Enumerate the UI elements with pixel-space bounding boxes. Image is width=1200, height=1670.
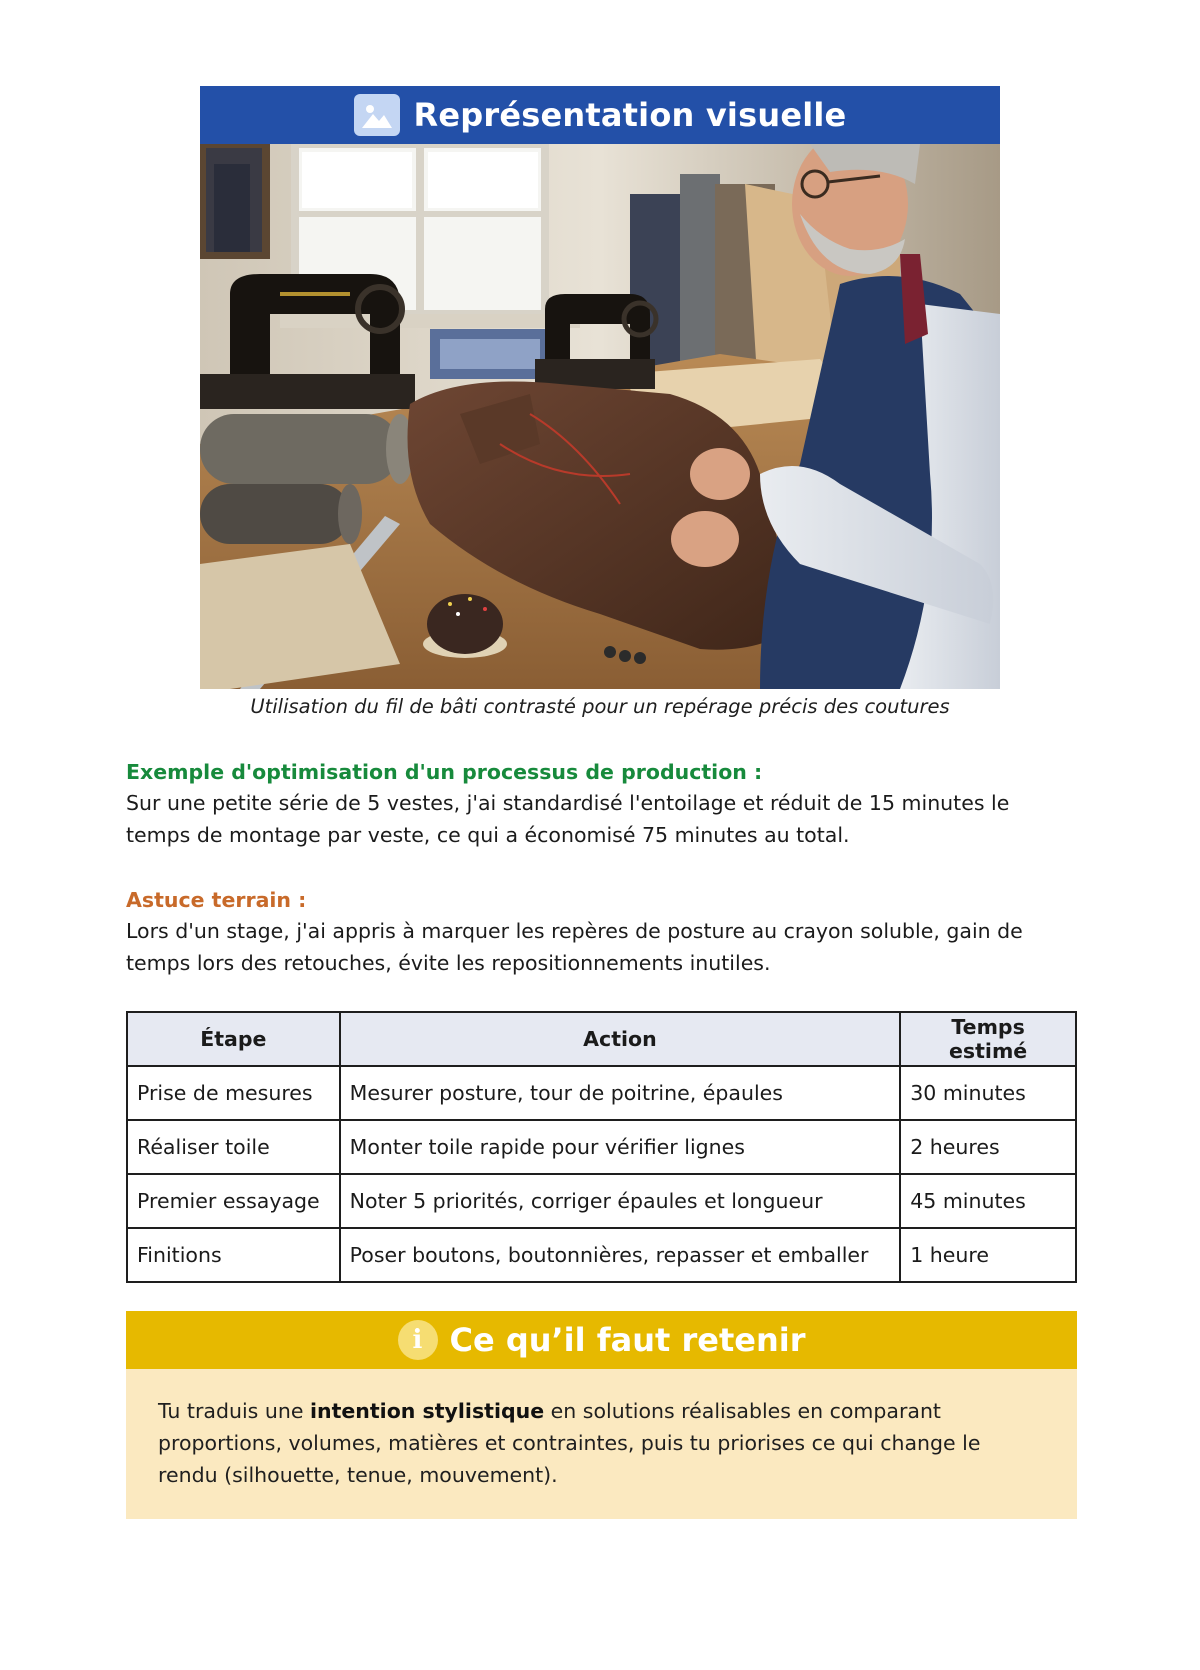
- cell-action: Noter 5 priorités, corriger épaules et longueur: [340, 1174, 901, 1228]
- column-header-temps: Temps estimé: [900, 1012, 1076, 1066]
- cell-temps: 2 heures: [900, 1120, 1076, 1174]
- image-icon: [354, 94, 400, 136]
- column-header-etape: Étape: [127, 1012, 340, 1066]
- steps-table: [126, 1011, 1077, 1283]
- cell-action: Monter toile rapide pour vérifier lignes: [340, 1120, 901, 1174]
- tip-line-1: Lors d'un stage, j'ai appris à marquer les repères de posture au crayon soluble, gain de: [126, 919, 1023, 943]
- callout-text-before: Tu traduis une: [158, 1399, 310, 1423]
- tip-block: [126, 885, 1086, 979]
- column-header-action: Action: [340, 1012, 901, 1066]
- cell-etape: Premier essayage: [127, 1174, 340, 1228]
- cell-etape: Prise de mesures: [127, 1066, 340, 1120]
- table-header-row: [127, 1012, 1076, 1066]
- figure-caption: Utilisation du fil de bâti contrasté pour un repérage précis des coutures: [250, 695, 950, 718]
- figure-header: [200, 86, 1000, 144]
- example-block: [126, 757, 1086, 851]
- callout-title: Ce qu’il faut retenir: [449, 1321, 806, 1359]
- figure: [200, 86, 1000, 718]
- cell-action: Poser boutons, boutonnières, repasser et emballer: [340, 1228, 901, 1282]
- table-row: [127, 1174, 1076, 1228]
- callout-body: [126, 1369, 1077, 1519]
- table-row: [127, 1120, 1076, 1174]
- table-row: [127, 1228, 1076, 1282]
- cell-etape: Finitions: [127, 1228, 340, 1282]
- cell-temps: 45 minutes: [900, 1174, 1076, 1228]
- callout-header: [126, 1311, 1077, 1369]
- cell-action: Mesurer posture, tour de poitrine, épaules: [340, 1066, 901, 1120]
- tip-title: Astuce terrain :: [126, 888, 307, 912]
- cell-etape: Réaliser toile: [127, 1120, 340, 1174]
- table-row: [127, 1066, 1076, 1120]
- cell-temps: 1 heure: [900, 1228, 1076, 1282]
- callout-text-after: en solutions réalisables en comparant proportions, volumes, matières et contraintes, puis tu priorises ce qui change le rendu (silhouette, tenue, mouvement).: [158, 1399, 981, 1487]
- figure-title: Représentation visuelle: [413, 96, 847, 134]
- tip-line-2: temps lors des retouches, évite les repositionnements inutiles.: [126, 951, 771, 975]
- key-takeaway-callout: [126, 1311, 1077, 1519]
- cell-temps: 30 minutes: [900, 1066, 1076, 1120]
- info-icon: i: [398, 1320, 438, 1360]
- example-title: Exemple d'optimisation d'un processus de production :: [126, 760, 763, 784]
- example-line-1: Sur une petite série de 5 vestes, j'ai standardisé l'entoilage et réduit de 15 minutes le: [126, 791, 1010, 815]
- tailor-photo: [200, 144, 1000, 689]
- callout-text-bold: intention stylistique: [309, 1399, 545, 1423]
- example-line-2: temps de montage par veste, ce qui a économisé 75 minutes au total.: [126, 823, 850, 847]
